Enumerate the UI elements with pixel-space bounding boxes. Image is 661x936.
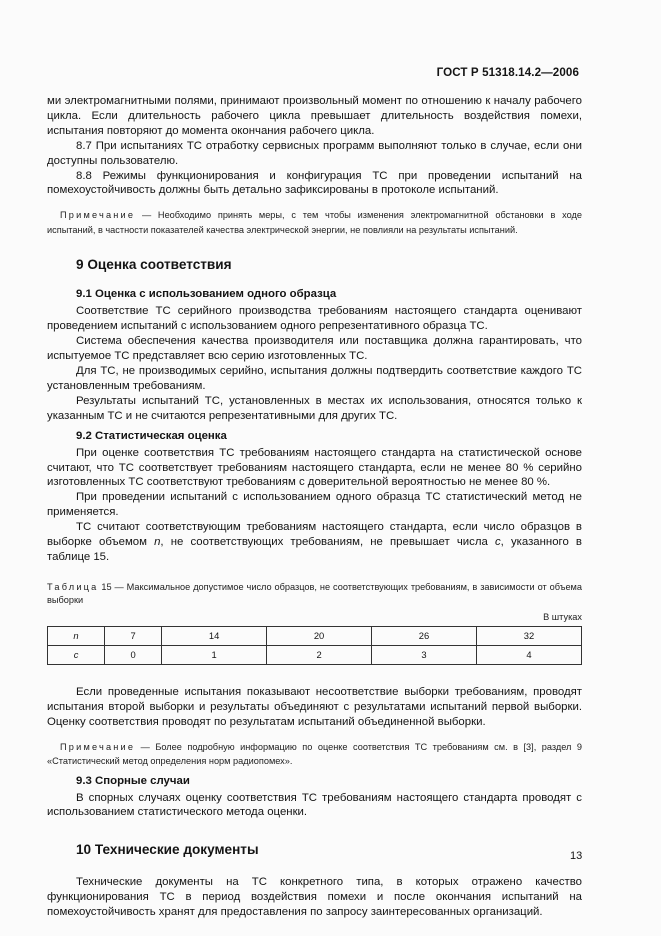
row-label: n	[48, 626, 105, 645]
standard-header: ГОСТ Р 51318.14.2—2006	[436, 66, 579, 79]
paragraph: При оценке соответствия ТС требованиям настоящего стандарта на статистической основе считают, что ТС соответствует требованиям настоящего стандарта, если не менее 80 % серийно изготовленных ТС соответствуют требованиям с доверительной вероятностью не менее 80 %.	[47, 446, 582, 489]
variable-c: с	[494, 536, 501, 549]
note-text: — Более подробную информацию по оценке соответствия ТС требованиям см. в [3], раздел 9 «Статистический метод определения норм радиопомех».	[47, 741, 582, 767]
table-cell: 26	[372, 626, 477, 645]
table-cell: 2	[267, 645, 372, 664]
section-10-title: 10 Технические документы	[76, 842, 259, 858]
text-run: , не соответствующих требованиям, не превышает числа	[160, 536, 495, 549]
table-cell: 0	[105, 645, 162, 664]
subsection-9-1-title: 9.1 Оценка с использованием одного образца	[76, 288, 337, 301]
paragraph: В спорных случаях оценку соответствия ТС требованиям настоящего стандарта проводят с использованием статистического метода оценки.	[47, 791, 582, 819]
table-caption-text: 15 — Максимальное допустимое число образцов, не соответствующих требованиям, в зависимости от объема выборки	[47, 581, 582, 606]
table-row	[48, 645, 582, 664]
table-cell: 4	[476, 645, 581, 664]
table-unit: В штуках	[543, 611, 582, 622]
table-cell: 3	[372, 645, 477, 664]
paragraph: Для ТС, не производимых серийно, испытания должны подтвердить соответствие каждого ТС установленным требованиям.	[47, 364, 582, 392]
paragraph: Система обеспечения качества производителя или поставщика должна гарантировать, что испытуемое ТС представляет всю серию изготовленных ТС.	[47, 335, 582, 363]
note	[47, 208, 582, 237]
note-text: — Необходимо принять меры, с тем чтобы изменения электромагнитной обстановки в ходе испытаний, в частности показателей качества электрической энергии, не повлияли на результаты испытаний.	[47, 210, 582, 235]
table-label: Таблица	[47, 581, 99, 592]
text-run: ТС считают соответствующим требованиям настоящего стандарта, если число образцов в выборке объемом	[47, 521, 582, 549]
paragraph	[47, 520, 582, 565]
clause-8-7: 8.7 При испытаниях ТС отработку сервисных программ выполняют только в случае, если они доступны пользователю.	[47, 139, 582, 167]
text-run: , указанного в таблице 15.	[47, 536, 582, 563]
table-cell: 1	[162, 645, 267, 664]
page-content	[47, 94, 582, 920]
clause-8-8: 8.8 Режимы функционирования и конфигурация ТС при проведении испытаний на помехоустойчивость должны быть детально зафиксированы в протоколе испытаний.	[47, 169, 582, 197]
variable-n: n	[154, 536, 161, 549]
page-number: 13	[570, 850, 583, 862]
note	[47, 740, 582, 769]
table-cell: 7	[105, 626, 162, 645]
paragraph: При проведении испытаний с использованием одного образца ТС статистический метод не применяется.	[47, 491, 582, 519]
sample-table	[47, 626, 582, 665]
section-9-title: 9 Оценка соответствия	[76, 257, 232, 273]
subsection-9-3-title: 9.3 Спорные случаи	[76, 774, 190, 787]
table-cell: 32	[476, 626, 581, 645]
paragraph: Результаты испытаний ТС, установленных в местах их использования, относятся только к указанным ТС и не считаются репрезентативными для других ТС.	[47, 394, 582, 422]
table-cell: 14	[162, 626, 267, 645]
table-caption	[47, 581, 582, 608]
row-label: c	[48, 645, 105, 664]
paragraph: ми электромагнитными полями, принимают произвольный момент по отношению к началу рабочего цикла. Если длительность рабочего цикла превышает длительность воздействия помехи, испытания повторяют до момента окончания рабочего цикла.	[47, 95, 582, 137]
note-label: Примечание	[60, 210, 136, 221]
subsection-9-2-title: 9.2 Статистическая оценка	[76, 429, 227, 442]
paragraph: Технические документы на ТС конкретного типа, в которых отражено качество функционирования ТС в период воздействия помехи и после окончания испытаний на помехоустойчивость хранят для предоставления по запросу заинтересованных организаций.	[47, 876, 582, 919]
paragraph: Если проведенные испытания показывают несоответствие выборки требованиям, проводят испытания второй выборки и результаты объединяют с результатами испытаний первой выборки. Оценку соответствия проводят по результатам испытаний объединенной выборки.	[47, 685, 582, 728]
table-row	[48, 626, 582, 645]
paragraph: Соответствие ТС серийного производства требованиям настоящего стандарта оценивают проведением испытаний с использованием одного репрезентативного образца ТС.	[47, 305, 582, 333]
table-cell: 20	[267, 626, 372, 645]
note-label: Примечание	[60, 741, 136, 752]
